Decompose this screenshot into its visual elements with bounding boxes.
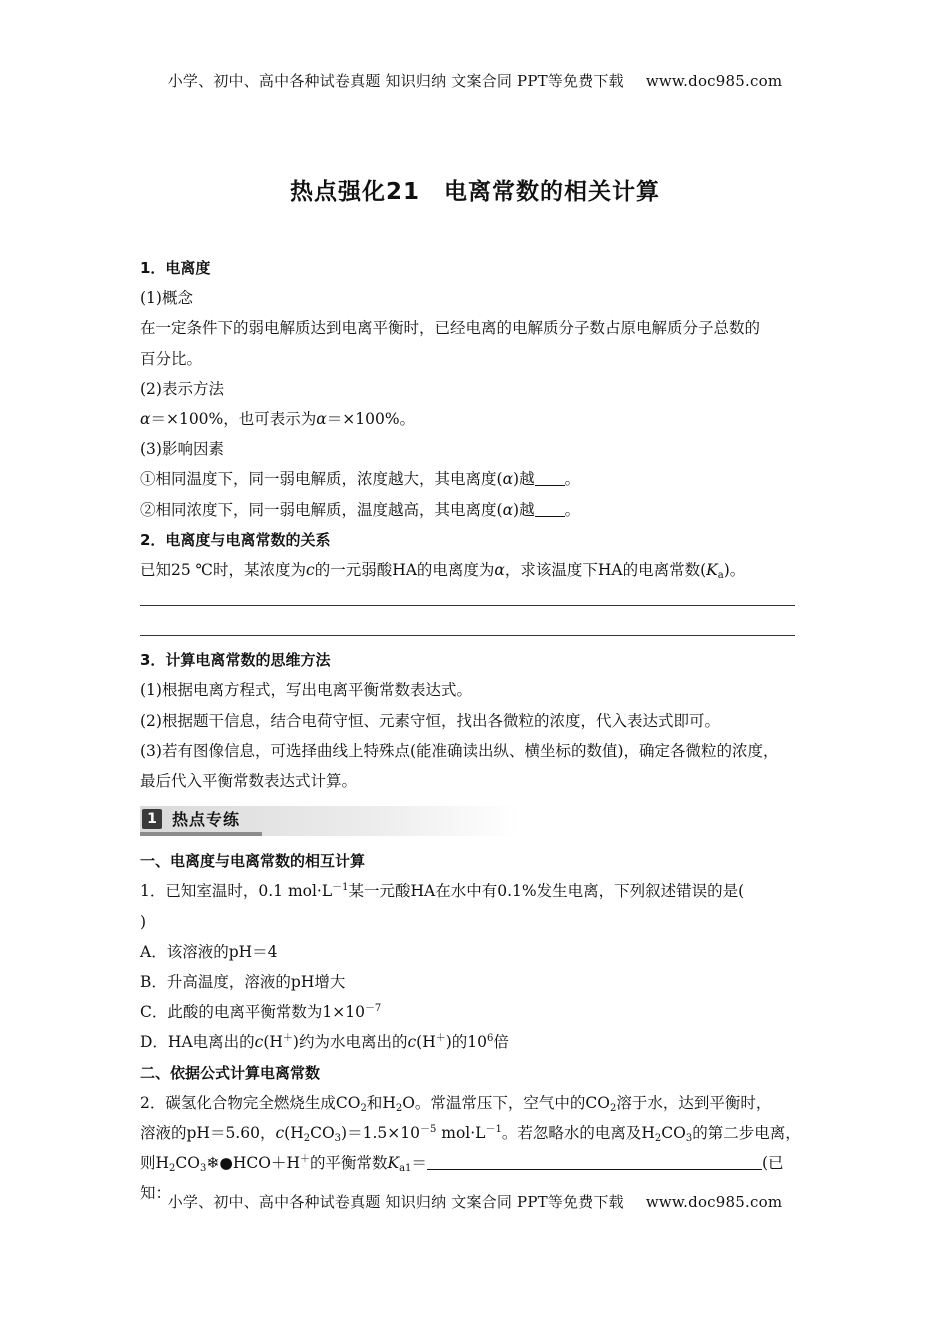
plus-sup: ＋ (282, 1033, 293, 1045)
practice-banner (140, 800, 810, 844)
formula-line (140, 404, 810, 434)
plus-sup: ＋ (435, 1033, 446, 1045)
q2-text: 和H (366, 1093, 396, 1112)
subsection-factors-label: (3)影响因素 (140, 440, 224, 459)
part-2-heading: 二、依据公式计算电离常数 (140, 1063, 321, 1082)
factor-item-1 (140, 464, 810, 494)
section-2-question (140, 555, 810, 585)
factor-2-end: 。 (564, 500, 581, 519)
option-c-sup: －7 (364, 1003, 382, 1015)
sub-3: 3 (334, 1133, 342, 1145)
option-a[interactable]: A．该溶液的pH＝4 (140, 942, 278, 961)
header-text: 小学、初中、高中各种试卷真题 知识归纳 文案合同 PPT等免费下载 (167, 72, 624, 90)
subsection-method-label: (2)表示方法 (140, 379, 224, 398)
q2-text: 溶液的pH＝5.60， (140, 1124, 276, 1143)
alpha-symbol: α (502, 470, 514, 489)
question-1-close: ) (140, 912, 147, 931)
section-3-heading: 3．计算电离常数的思维方法 (140, 651, 331, 670)
option-d-text-d: (H (416, 1033, 436, 1052)
q1-text-a: 1．已知室温时，0.1 mol·L (140, 882, 333, 901)
footer-text: 小学、初中、高中各种试卷真题 知识归纳 文案合同 PPT等免费下载 (167, 1193, 624, 1211)
sub-2: 2 (360, 1102, 367, 1114)
k-subscript: a1 (399, 1163, 412, 1175)
q2-text: 溶于水，达到平衡时， (616, 1093, 772, 1112)
q2-text: (H (284, 1124, 304, 1143)
c-symbol: c (407, 1033, 417, 1052)
factor-1-text-b: )越 (513, 470, 535, 489)
option-c-text: C．此酸的电离平衡常数为1×10 (140, 1003, 365, 1022)
main-content (140, 253, 810, 1209)
option-d-text-c: )约为水电离出的 (292, 1033, 408, 1052)
method-line-3: (3)若有图像信息，可选择曲线上特殊点(能准确读出纵、横坐标的数值)，确定各微粒的浓度， (140, 741, 779, 760)
q-text-a: 已知25 ℃时，某浓度为 (140, 561, 306, 580)
option-b[interactable]: B．升高温度，溶液的pH增大 (140, 973, 346, 992)
factor-2-text: ②相同浓度下，同一弱电解质，温度越高，其电离度( (140, 500, 503, 519)
sub-2: 2 (654, 1133, 662, 1145)
q2-text: CO (310, 1124, 335, 1143)
c-symbol: c (306, 561, 315, 580)
question-2-line-1 (140, 1088, 810, 1118)
factor-1-text: ①相同温度下，同一弱电解质，浓度越大，其电离度( (140, 470, 503, 489)
page-header (0, 70, 950, 91)
formula-mid: ＝×100%，也可表示为 (150, 410, 317, 429)
sub-2: 2 (169, 1163, 176, 1175)
q2-text: (已知： (140, 1154, 784, 1203)
q-text-e: )。 (723, 561, 746, 580)
section-2-heading: 2．电离度与电离常数的关系 (140, 530, 331, 549)
option-c[interactable] (140, 997, 810, 1027)
method-line-2: (2)根据题干信息，结合电荷守恒、元素守恒，找出各微粒的浓度，代入表达式即可。 (140, 711, 720, 730)
fill-blank-1[interactable] (535, 468, 565, 486)
option-d-text-f: 倍 (493, 1033, 509, 1052)
banner-label: 热点专练 (172, 810, 241, 830)
c-symbol: c (275, 1124, 285, 1143)
method-line-1: (1)根据电离方程式，写出电离平衡常数表达式。 (140, 681, 472, 700)
alpha-symbol: α (140, 410, 151, 429)
sub-2: 2 (610, 1102, 617, 1114)
alpha-symbol: α (494, 561, 505, 580)
q2-text: ＝ (411, 1154, 427, 1173)
sub-3: 3 (685, 1133, 693, 1145)
question-2-line-2 (140, 1118, 810, 1148)
exp-sup: －1 (485, 1124, 502, 1136)
factor-2-text-b: )越 (513, 500, 535, 519)
concept-text-line-1: 在一定条件下的弱电解质达到电离平衡时，已经电离的电解质分子数占原电解质分子总数的 (140, 319, 761, 338)
footer-url[interactable]: www.doc985.com (645, 1193, 783, 1211)
option-d-text-b: (H (263, 1033, 283, 1052)
q-text-b: 的一元弱酸HA的电离度为 (314, 561, 495, 580)
concept-text-line-2: 百分比。 (140, 349, 203, 368)
subsection-concept-label: (1)概念 (140, 289, 193, 308)
option-d-text-a: D．HA电离出的 (140, 1033, 255, 1052)
q2-text: 的平衡常数 (309, 1154, 388, 1173)
plus-sup: ＋ (299, 1154, 310, 1166)
page-title: 热点强化21 电离常数的相关计算 (289, 179, 660, 205)
q1-text-b: 某一元酸HA在水中有0.1%发生电离，下列叙述错误的是( (348, 882, 745, 901)
q1-sup: －1 (332, 882, 349, 894)
method-line-4: 最后代入平衡常数表达式计算。 (140, 772, 358, 791)
banner-badge-icon: 1 (142, 809, 162, 829)
k-subscript: a (717, 570, 724, 582)
formula-end: ＝×100%。 (326, 410, 416, 429)
alpha-symbol: α (316, 410, 327, 429)
q2-text: O。常温常压下，空气中的CO (402, 1093, 610, 1112)
alpha-symbol: α (502, 500, 514, 519)
sub-3: 3 (199, 1163, 207, 1175)
factor-item-2 (140, 495, 810, 525)
q2-text: 则H (140, 1154, 170, 1173)
sub-2: 2 (303, 1133, 311, 1145)
q2-text: ❄●HCO＋H (206, 1154, 300, 1173)
option-d[interactable] (140, 1027, 810, 1057)
answer-line-2[interactable] (140, 615, 810, 645)
c-symbol: c (254, 1033, 264, 1052)
q-text-d: ，求该温度下HA的电离常数( (504, 561, 707, 580)
section-1-heading: 1．电离度 (140, 259, 211, 277)
exp-sup: 6 (487, 1033, 494, 1045)
sub-2: 2 (395, 1102, 403, 1114)
fill-blank-ka1[interactable] (427, 1152, 762, 1170)
question-1-stem (140, 876, 810, 906)
factor-1-end: 。 (564, 470, 581, 489)
q2-text: 2．碳氢化合物完全燃烧生成CO (140, 1093, 361, 1112)
option-d-text-e: )的10 (445, 1033, 488, 1052)
header-url[interactable]: www.doc985.com (645, 72, 783, 90)
answer-line-1[interactable] (140, 585, 810, 615)
q2-text: )＝1.5×10 (341, 1124, 420, 1143)
q2-text: 的第二步电离， (692, 1124, 801, 1143)
q2-text: CO (175, 1154, 200, 1173)
page-footer (0, 1191, 950, 1212)
q2-text: CO (661, 1124, 686, 1143)
k-symbol: K (387, 1154, 400, 1173)
exp-sup: －5 (419, 1124, 437, 1136)
q2-text: 。若忽略水的电离及H (501, 1124, 655, 1143)
k-symbol: K (706, 561, 718, 580)
fill-blank-2[interactable] (535, 499, 565, 517)
part-1-heading: 一、电离度与电离常数的相互计算 (140, 852, 366, 871)
q2-text: mol·L (436, 1124, 486, 1143)
